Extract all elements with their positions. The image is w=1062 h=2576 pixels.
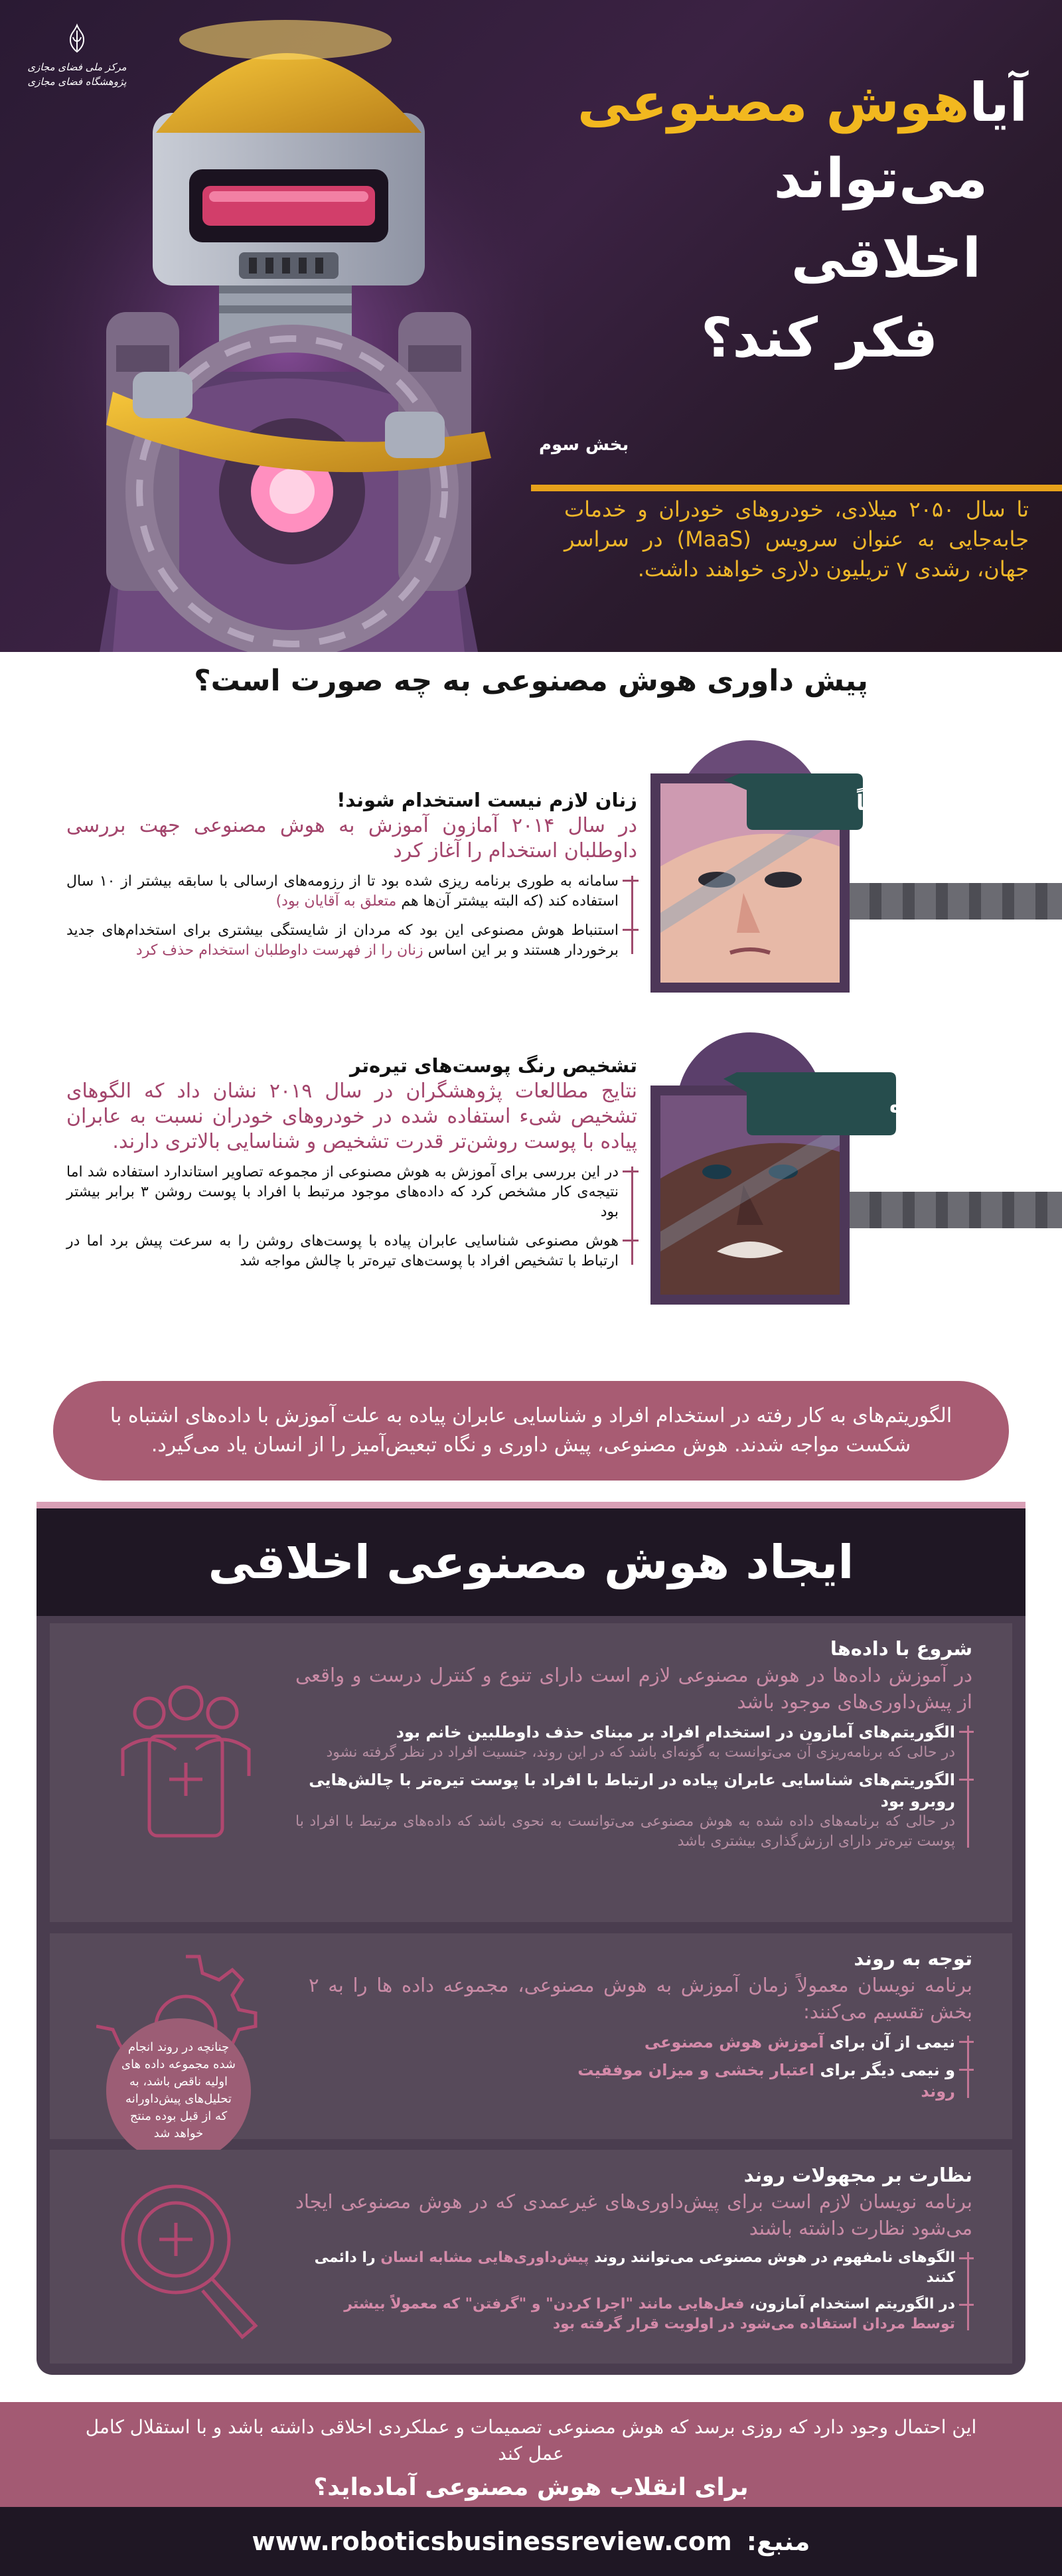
unknowns-row — [50, 2150, 1012, 2364]
bullet-highlight: زنان را از فهرست داوطلبان استخدام حذف کرد — [135, 942, 423, 959]
page-title — [523, 66, 1027, 378]
data-lead: در آموزش داده‌ها در هوش مصنوعی لازم است دارای تنوع و کنترل درست و واقعی از پیش‌داوری‌های موجود باشد — [295, 1664, 972, 1713]
title-line2: می‌تواند — [773, 147, 988, 210]
process-note-text: چنانچه در روند انجام شده مجموعه داده های اولیه ناقص باشد، به تحلیل‌های پیش‌داورانه که از قبل بوده منتج خواهد شد — [121, 2040, 236, 2140]
skin-lead: نتایج مطالعات پژوهشگران در سال ۲۰۱۹ نشان داد که الگوهای تشخیص شیء استفاده شده در خودروهای خودران نسبت به عابران پیاده با پوست روشن‌تر قدرت تشخیص و شناسایی بالاتری دارند. — [66, 1080, 637, 1153]
process-note — [106, 2018, 251, 2163]
data-heading: شروع با داده‌ها — [830, 1637, 972, 1660]
data-text — [295, 1635, 972, 1858]
list-item — [557, 2032, 955, 2053]
source-url[interactable]: www.roboticsbusinessreview.com — [252, 2527, 732, 2556]
closing-line1: این احتمال وجود دارد که روزی برسد که هوش مصنوعی تصمیمات و عملکردی اخلاقی داشته باشد و با استقلال کامل عمل کند — [85, 2416, 977, 2464]
title-line3: اخلاقی — [791, 227, 981, 290]
list-item — [66, 921, 619, 961]
title-highlight: هوش مصنوعی — [577, 72, 970, 133]
process-text — [309, 1945, 972, 2109]
data-bullets — [295, 1722, 972, 1852]
bullet-highlight: آموزش هوش مصنوعی — [644, 2033, 824, 2052]
bullet-title: الگوریتم‌های آمازون در استخدام افراد بر مبنای حذف داوطلبین خانم بود — [396, 1723, 955, 1741]
bullet-highlight: متعلق به آقایان بود) — [275, 893, 397, 910]
bullet-text: سامانه به طوری برنامه ریزی شده بود تا از رزومه‌های ارسالی با سابقه بیشتر از ۱۰ سال استفاده کند (که البته بیشتر آن‌ها هم — [66, 873, 619, 910]
bullet-pre: الگوهای نامفهوم در هوش مصنوعی می‌توانند روند — [594, 2249, 955, 2266]
people-group-icon — [110, 1676, 262, 1849]
unknowns-text — [295, 2162, 972, 2341]
section-title-prejudice: پیش داوری هوش مصنوعی به چه صورت است؟ — [194, 664, 868, 698]
skin-block — [66, 1052, 637, 1281]
closing-question: برای انقلاب هوش مصنوعی آماده‌اید؟ — [313, 2474, 749, 2501]
part-label: بخش سوم — [539, 435, 629, 455]
logo-line2: پژوهشگاه فضای مجازی — [27, 76, 127, 88]
source-label: منبع: — [746, 2527, 810, 2556]
list-item — [295, 1769, 955, 1852]
hiring-heading: زنان لازم نیست استخدام شوند! — [337, 789, 637, 811]
hiring-block — [66, 787, 637, 970]
summary-text: الگوریتم‌های به کار رفته در استخدام افراد و شناسایی عابران پیاده به علت آموزش با داده‌های اشتباه با شکست مواجه شدند. هوش مصنوعی، پیش داوری و نگاه تبعیض‌آمیز را از انسان یاد می‌گیرد. — [110, 1404, 952, 1457]
source-footer — [0, 2507, 1062, 2576]
bullet-post: را دائمی کنند — [314, 2249, 955, 2286]
faces-illustration — [637, 714, 1062, 1311]
data-row — [50, 1623, 1012, 1922]
logo — [24, 23, 130, 122]
process-lead: برنامه نویسان معمولاً زمان آموزش به هوش مصنوعی، مجموعه داده ها را به ۲ بخش تقسیم می‌کنند: — [309, 1974, 972, 2023]
logo-line1: مرکز ملی فضای مجازی — [27, 61, 127, 73]
bullet-title: الگوریتم‌های شناسایی عابران پیاده در ارتباط با افراد با پوست تیره‌تر با چالش‌هایی روبرو بود — [309, 1771, 955, 1811]
summary-banner — [53, 1381, 1009, 1481]
bullet-pre: در الگوریتم استخدام آمازون، — [749, 2296, 955, 2312]
process-bullets — [557, 2032, 972, 2102]
bullet-text: استنباط هوش مصنوعی این بود که مردان از شایستگی بیشتری برای استخدام‌های جدید برخوردار هستند و بر این اساس — [66, 922, 619, 959]
title-prefix: آیا — [969, 72, 1027, 133]
list-item: هوش مصنوعی شناسایی عابران پیاده با پوست‌های روشن را به سرعت پیش برد اما در ارتباط با تشخیص افراد با پوست‌های تیره‌تر با چالش مواجه شد — [66, 1232, 619, 1271]
magnifier-icon — [96, 2163, 269, 2349]
hiring-lead: در سال ۲۰۱۴ آمازون آموزش به هوش مصنوعی جهت بررسی داوطلبان استخدام را آغاز کرد — [66, 814, 637, 862]
unknowns-lead: برنامه نویسان لازم است برای پیش‌داوری‌های غیرعمدی که در هوش مصنوعی ایجاد می‌شود نظارت داشته باشند — [295, 2190, 972, 2239]
list-item — [295, 1722, 955, 1763]
bullet-highlight: پیش‌داوری‌هایی مشابه انسان — [380, 2249, 589, 2266]
title-line1 — [523, 66, 1027, 139]
process-heading: توجه به روند — [854, 1947, 972, 1970]
list-item: در این بررسی برای آموزش به هوش مصنوعی از مجموعه تصاویر استاندارد استفاده شد اما نتیجه‌ی کار مشخص کرد که داده‌های موجود مرتبط با افراد با پوست روشن ۳ برابر بیشتر بود — [66, 1163, 619, 1222]
unknowns-heading: نظارت بر مجهولات روند — [743, 2164, 972, 2186]
bullet-sub: در حالی که برنامه‌های داده شده به هوش مصنوعی می‌توانست به نحوی باشد که داده‌های مرتبط با افراد با پوست تیره‌تر دارای ارزش‌گذاری بیشتری باشد — [295, 1813, 955, 1850]
hero-section — [0, 0, 1062, 652]
section-title-ethical: ایجاد هوش مصنوعی اخلاقی — [37, 1502, 1025, 1616]
list-item — [66, 872, 619, 912]
skin-bullets — [66, 1163, 637, 1271]
list-item — [295, 2294, 955, 2334]
hiring-bullets — [66, 872, 637, 961]
iran-emblem-icon — [61, 23, 93, 54]
bullet-sub: در حالی که برنامه‌ریزی آن می‌توانست به گونه‌ای باشد که در این روند، جنسیت افراد در نظر گرفته نشود — [326, 1744, 955, 1761]
bullet-pre: و نیمی دیگر برای — [820, 2061, 955, 2079]
unknowns-bullets — [295, 2248, 972, 2334]
closing-section — [0, 2402, 1062, 2507]
bubble-unrecognized-text: شناسایی‌نشده — [889, 1092, 1040, 1117]
divider — [531, 485, 1062, 491]
skin-heading: تشخیص رنگ پوست‌های تیره‌تر — [350, 1054, 637, 1077]
list-item — [295, 2248, 955, 2288]
bullet-highlight: اعتبار بخشی و میزان موفقیت روند — [577, 2061, 955, 2101]
intro-text: تا سال ۲۰۵۰ میلادی، خودروهای خودران و خدمات جابه‌جایی به عنوان سرویس (MaaS) در سراسر جهان، رشدی ۷ تریلیون دلاری خواهند داشت. — [564, 497, 1029, 582]
bullet-pre: نیمی از آن برای — [829, 2033, 955, 2052]
list-item — [557, 2059, 955, 2102]
bullet-highlight: فعل‌هایی مانند "اجرا کردن" و "گرفتن" که معمولاً بیشتر توسط مردان استفاده می‌شود در اولویت قرار گرفته بود — [344, 2296, 955, 2332]
logo-text — [24, 60, 130, 89]
title-line4: فکر کند؟ — [700, 307, 938, 370]
bubble-next-text: نفر بعد لطفاً — [856, 790, 992, 815]
